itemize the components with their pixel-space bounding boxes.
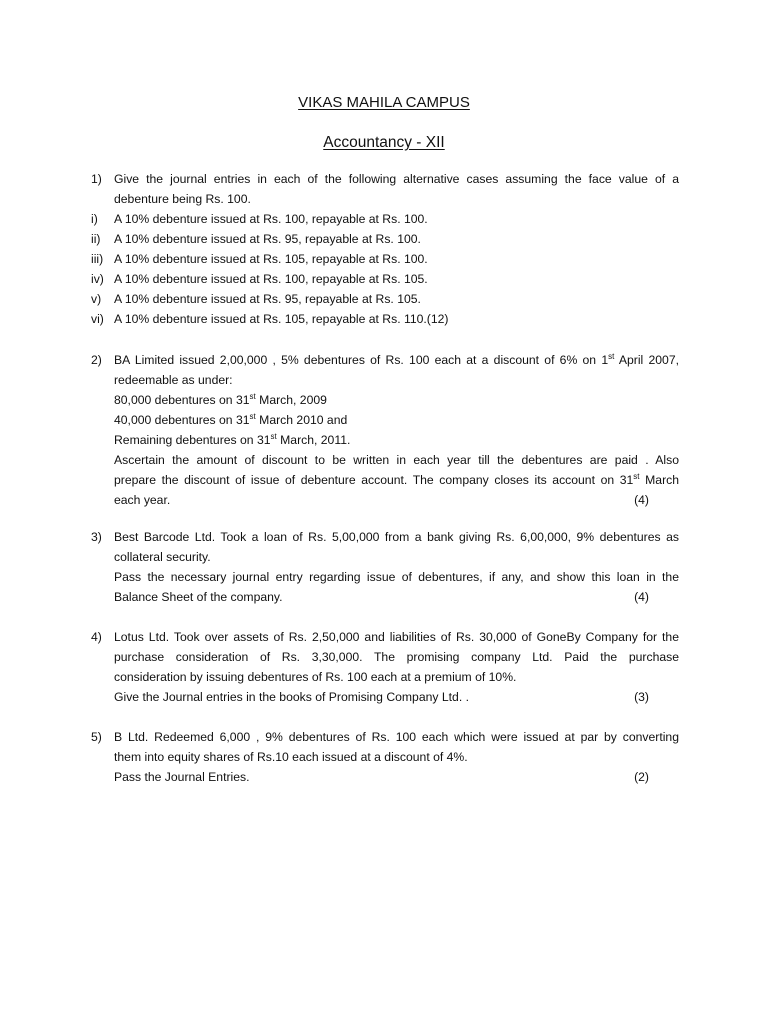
marks: (4) <box>634 493 649 507</box>
case-text: A 10% debenture issued at Rs. 100, repayable at Rs. 105. <box>114 272 428 286</box>
question-text-line: them into equity shares of Rs.10 each issued at a discount of 4%. <box>114 750 468 764</box>
case-item <box>91 309 679 329</box>
question-text-line: Balance Sheet of the company. (4) <box>114 587 679 607</box>
case-label: i) <box>91 212 98 226</box>
question-text-line: collateral security. <box>114 550 211 564</box>
question-text-line: Remaining debentures on 31st March, 2011. <box>114 432 351 447</box>
marks: (12) <box>426 312 449 326</box>
case-item <box>91 249 679 269</box>
question-number: 4) <box>91 630 102 644</box>
question-text-line: Best Barcode Ltd. Took a loan of Rs. 5,00,000 from a bank giving Rs. 6,00,000, 9% debentures as <box>114 530 679 544</box>
question-text-line: debenture being Rs. 100. <box>114 192 251 206</box>
question-text-line: each year. (4) <box>114 490 679 510</box>
subject-title: Accountancy - XII <box>323 134 445 151</box>
case-text: A 10% debenture issued at Rs. 105, repayable at Rs. 100. <box>114 252 428 266</box>
question-text-line: Lotus Ltd. Took over assets of Rs. 2,50,000 and liabilities of Rs. 30,000 of GoneBy Company for the <box>114 630 679 644</box>
question-text-line: Pass the Journal Entries. (2) <box>114 767 679 787</box>
question-text-line: B Ltd. Redeemed 6,000 , 9% debentures of Rs. 100 each which were issued at par by converting <box>114 730 679 744</box>
case-label: iv) <box>91 272 104 286</box>
question-text-line: Ascertain the amount of discount to be written in each year till the debentures are paid . Also <box>114 453 679 467</box>
case-text: A 10% debenture issued at Rs. 95, repayable at Rs. 105. <box>114 292 421 306</box>
question-text-line: Give the Journal entries in the books of Promising Company Ltd. . (3) <box>114 687 679 707</box>
question-4 <box>91 627 679 707</box>
question-text-line: Give the journal entries in each of the following alternative cases assuming the face value of a <box>114 172 679 186</box>
case-text: A 10% debenture issued at Rs. 105, repayable at Rs. 110. <box>114 312 427 326</box>
question-3 <box>91 527 679 607</box>
case-item <box>91 269 679 289</box>
case-text: A 10% debenture issued at Rs. 100, repayable at Rs. 100. <box>114 212 428 226</box>
question-text-line: BA Limited issued 2,00,000 , 5% debentures of Rs. 100 each at a discount of 6% on 1st April 2007, <box>114 352 679 367</box>
case-label: v) <box>91 292 102 306</box>
question-1 <box>91 169 679 329</box>
question-number: 2) <box>91 353 102 367</box>
question-number: 3) <box>91 530 102 544</box>
case-text: A 10% debenture issued at Rs. 95, repayable at Rs. 100. <box>114 232 421 246</box>
question-text-line: redeemable as under: <box>114 373 233 387</box>
marks: (4) <box>634 590 649 604</box>
question-text-line: consideration by issuing debentures of Rs. 100 each at a premium of 10%. <box>114 670 517 684</box>
question-number: 5) <box>91 730 102 744</box>
question-5 <box>91 727 679 787</box>
marks: (2) <box>634 770 649 784</box>
question-number: 1) <box>91 172 102 186</box>
question-text-line: prepare the discount of issue of debenture account. The company closes its account on 31st March <box>114 472 679 487</box>
question-text-line: 40,000 debentures on 31st March 2010 and <box>114 412 348 427</box>
question-text-line: Pass the necessary journal entry regarding issue of debentures, if any, and show this loan in the <box>114 570 679 584</box>
case-item <box>91 289 679 309</box>
case-label: ii) <box>91 232 101 246</box>
institution-title: VIKAS MAHILA CAMPUS <box>298 94 470 111</box>
question-text-line: purchase consideration of Rs. 3,30,000. The promising company Ltd. Paid the purchase <box>114 650 679 664</box>
case-item <box>91 209 679 229</box>
question-text-line: 80,000 debentures on 31st March, 2009 <box>114 392 327 407</box>
marks: (3) <box>634 690 649 704</box>
question-2 <box>91 350 679 510</box>
case-label: iii) <box>91 252 104 266</box>
case-item <box>91 229 679 249</box>
case-label: vi) <box>91 312 104 326</box>
